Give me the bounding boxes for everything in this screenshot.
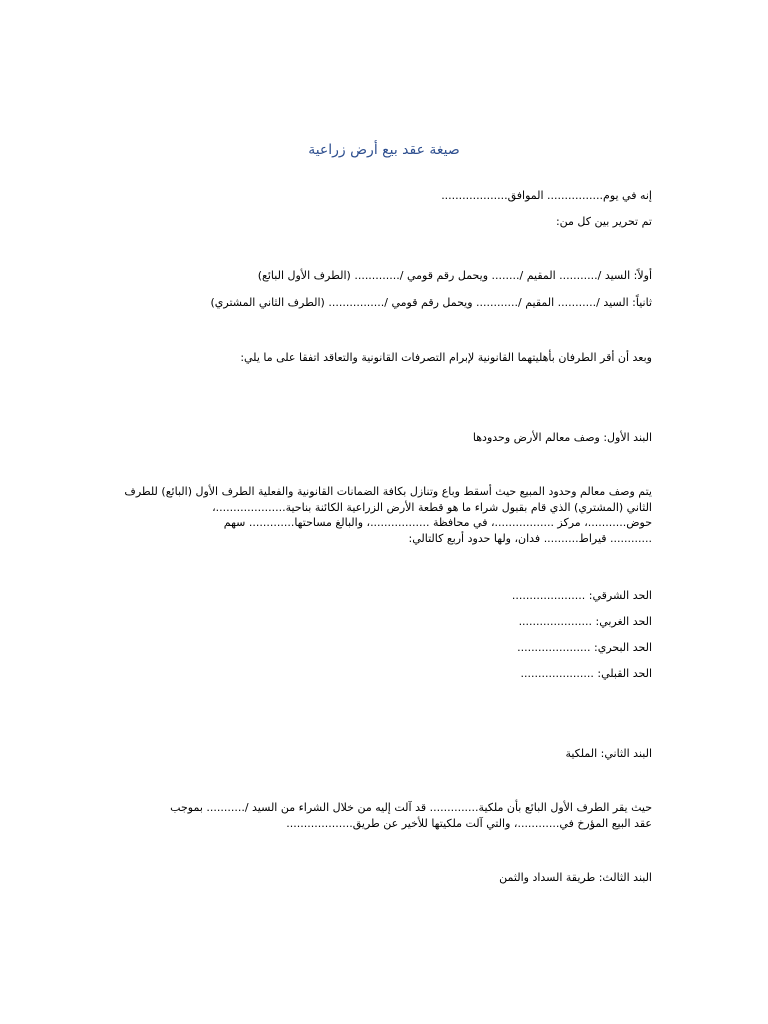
clause1-line-4: ............ قيراط.......... فدان، ولها حدود أربع كالتالي: <box>408 531 652 545</box>
boundary-north: الحد البحري: ..................... <box>517 641 652 654</box>
boundary-east: الحد الشرقي: ..................... <box>511 589 652 602</box>
clause1-paragraph <box>122 484 652 546</box>
second-party-line: ثانياً: السيد /........... المقيم /............ ويحمل رقم قومي /................ (الطرف الثاني المشتري) <box>210 296 652 309</box>
clause2-heading: البند الثاني: الملكية <box>565 747 652 760</box>
clause1-heading: البند الأول: وصف معالم الأرض وحدودها <box>472 431 652 444</box>
drafted-between-line: تم تحرير بين كل من: <box>555 215 652 228</box>
boundary-south: الحد القبلي: ..................... <box>520 667 652 680</box>
clause3-heading: البند الثالث: طريقة السداد والثمن <box>499 871 652 884</box>
clause2-line-1: حيث يقر الطرف الأول البائع بأن ملكية.............. قد آلت إليه من خلال الشراء من السيد /........... بموجب <box>170 801 652 814</box>
agreement-intro: وبعد أن أقر الطرفان بأهليتهما القانونية لإبرام التصرفات القانونية والتعاقد اتفقا على ما يلي: <box>240 351 652 364</box>
clause2-paragraph <box>136 800 652 831</box>
boundary-west: الحد الغربي: ..................... <box>518 615 652 628</box>
date-line: إنه في يوم................ الموافق................... <box>441 189 652 202</box>
document-title: صيغة عقد بيع أرض زراعية <box>308 142 460 158</box>
first-party-line: أولاً: السيد /........... المقيم /........ ويحمل رقم قومي /............. (الطرف الأول البائع) <box>257 269 652 282</box>
clause1-line-3: حوض...........، مركز .................، في محافظة .................، والبالغ مساحتها............. سهم <box>223 516 652 529</box>
clause1-line-1: يتم وصف معالم وحدود المبيع حيث أسقط وباع وتنازل بكافة الضمانات القانونية والفعلية الطرف الأول (البائع) للطرف <box>124 485 652 498</box>
clause2-line-2: عقد البيع المؤرخ في............، والتي آلت ملكيتها للأخير عن طريق................... <box>286 816 652 830</box>
clause1-line-2: الثاني (المشتري) الذي قام بقبول شراء ما هو قطعة الأرض الزراعية الكائنة بناحية....................، <box>212 500 652 514</box>
